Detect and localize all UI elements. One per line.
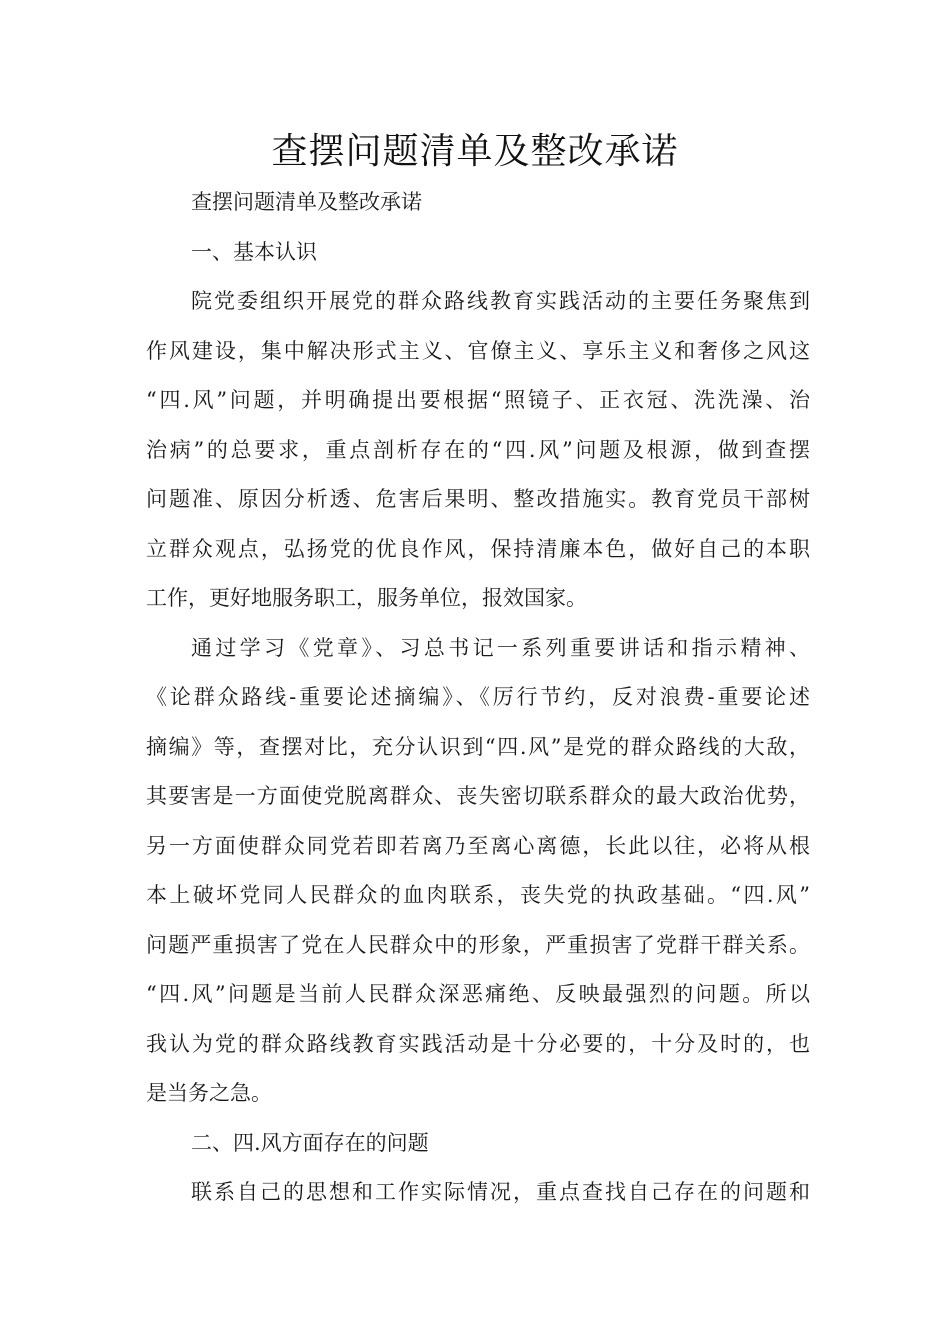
paragraph-line: 联系自己的思想和工作实际情况，重点查找自己存在的问题和	[191, 1180, 810, 1204]
document-title: 查摆问题清单及整改承诺	[271, 131, 679, 172]
paragraph-line: 《论群众路线-重要论述摘编》、《厉行节约，反对浪费-重要论述	[146, 685, 810, 709]
paragraph-line: 工作，更好地服务职工，服务单位，报效国家。	[146, 586, 587, 610]
paragraph-line: 本上破坏党同人民群众的血肉联系，丧失党的执政基础。“四.风”	[146, 883, 810, 907]
paragraph-line: 是当务之急。	[146, 1081, 272, 1105]
paragraph-line: “四.风”问题是当前人民群众深恶痛绝、反映最强烈的问题。所以	[146, 982, 810, 1006]
paragraph-line: 问题准、原因分析透、危害后果明、整改措施实。教育党员干部树	[146, 487, 810, 511]
paragraph-3	[146, 1168, 810, 1218]
paragraph-line: 治病”的总要求，重点剖析存在的“四.风”问题及根源，做到查摆	[146, 437, 810, 462]
section-heading-2: 二、四.风方面存在的问题	[191, 1130, 429, 1155]
paragraph-2	[146, 624, 810, 1119]
paragraph-line: 另一方面使群众同党若即若离乃至离心离德，长此以往，必将从根	[146, 833, 810, 858]
paragraph-line: 摘编》等，查摆对比，充分认识到“四.风”是党的群众路线的大敌，	[146, 734, 810, 759]
paragraph-line: 院党委组织开展党的群众路线教育实践活动的主要任务聚焦到	[191, 289, 810, 313]
paragraph-line: 作风建设，集中解决形式主义、官僚主义、享乐主义和奢侈之风这	[146, 338, 810, 363]
paragraph-line: 我认为党的群众路线教育实践活动是十分必要的，十分及时的，也	[146, 1031, 810, 1056]
paragraph-line: 立群众观点，弘扬党的优良作风，保持清廉本色，做好自己的本职	[146, 536, 810, 561]
paragraph-line: 通过学习《党章》、习总书记一系列重要讲话和指示精神、	[191, 635, 810, 660]
document-body	[146, 178, 810, 1218]
paragraph-line: 其要害是一方面使党脱离群众、丧失密切联系群众的最大政治优势，	[146, 784, 810, 808]
paragraph-1	[146, 277, 810, 624]
paragraph-line: 问题严重损害了党在人民群众中的形象，严重损害了党群干群关系。	[146, 932, 810, 957]
paragraph-line: “四.风”问题，并明确提出要根据“照镜子、正衣冠、洗洗澡、治	[146, 388, 810, 412]
section-heading-1: 一、基本认识	[191, 239, 317, 264]
document-subtitle: 查摆问题清单及整改承诺	[191, 190, 422, 214]
